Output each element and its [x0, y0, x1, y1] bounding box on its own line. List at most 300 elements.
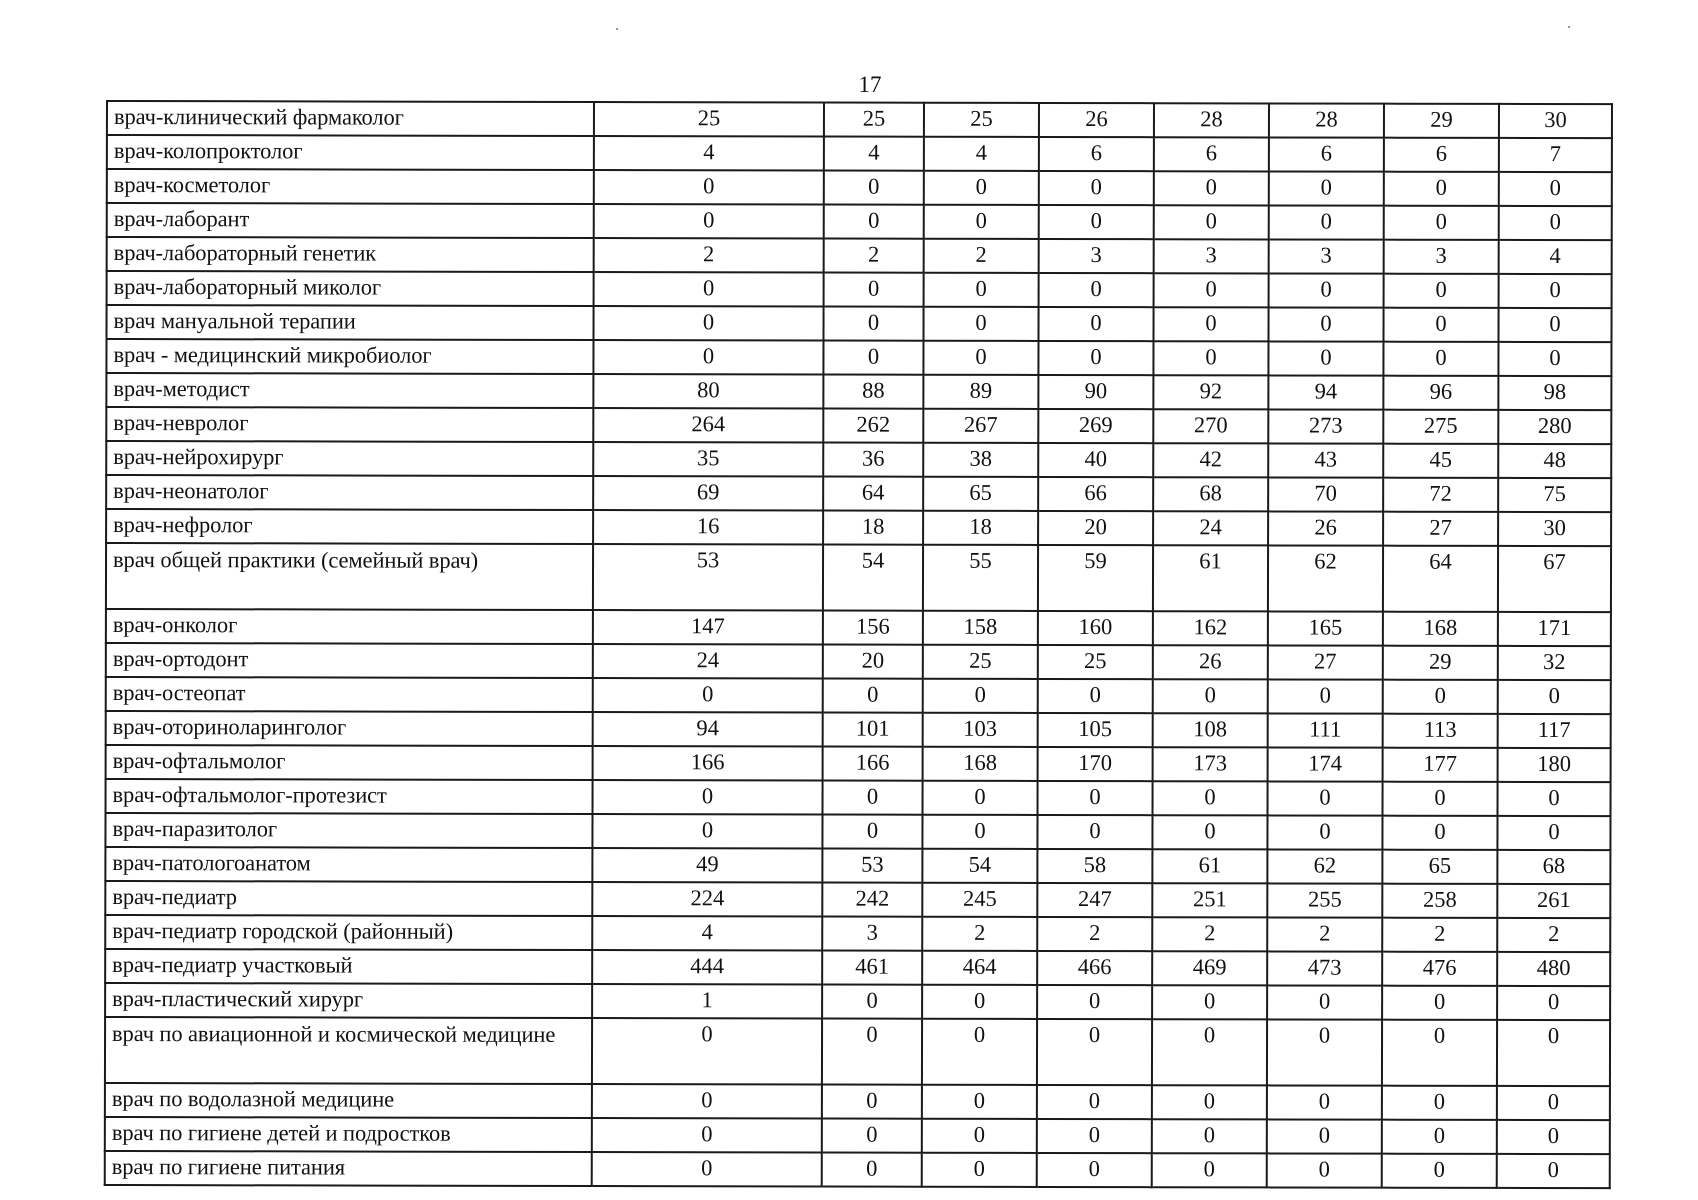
value-cell: 0 [822, 1085, 922, 1119]
value-cell: 0 [1497, 1154, 1610, 1188]
value-cell: 0 [1267, 1019, 1382, 1085]
value-cell: 0 [1039, 273, 1154, 307]
value-cell: 7 [1499, 138, 1612, 172]
value-cell: 4 [924, 137, 1039, 171]
specialty-name: врач по водолазной медицине [105, 1083, 592, 1118]
value-cell: 0 [923, 679, 1038, 713]
value-cell: 0 [1384, 172, 1499, 206]
value-cell: 180 [1498, 748, 1611, 782]
value-cell: 0 [1152, 1085, 1267, 1119]
value-cell: 0 [1497, 816, 1610, 850]
value-cell: 270 [1153, 409, 1268, 443]
value-cell: 166 [823, 747, 923, 781]
value-cell: 0 [1497, 986, 1610, 1020]
value-cell: 0 [1499, 172, 1612, 206]
value-cell: 4 [592, 916, 822, 950]
value-cell: 0 [1268, 781, 1383, 815]
value-cell: 165 [1268, 611, 1383, 645]
value-cell: 0 [1497, 1120, 1610, 1154]
value-cell: 113 [1383, 714, 1498, 748]
value-cell: 98 [1498, 376, 1611, 410]
value-cell: 32 [1498, 646, 1611, 680]
value-cell: 0 [1269, 205, 1384, 239]
value-cell: 0 [1383, 680, 1498, 714]
value-cell: 476 [1382, 952, 1497, 986]
value-cell: 62 [1268, 545, 1383, 611]
value-cell: 0 [823, 307, 923, 341]
value-cell: 0 [1268, 307, 1383, 341]
value-cell: 0 [922, 815, 1037, 849]
value-cell: 3 [1154, 239, 1269, 273]
value-cell: 92 [1153, 375, 1268, 409]
table-body [105, 101, 1612, 1188]
value-cell: 0 [1267, 1119, 1382, 1153]
value-cell: 4 [1499, 240, 1612, 274]
table-row [106, 441, 1611, 478]
value-cell: 247 [1037, 883, 1152, 917]
value-cell: 0 [1267, 815, 1382, 849]
value-cell: 0 [824, 273, 924, 307]
value-cell: 0 [822, 985, 922, 1019]
table-row [106, 609, 1611, 646]
value-cell: 0 [593, 780, 823, 814]
specialty-name: врач-офтальмолог [106, 745, 593, 780]
value-cell: 0 [1268, 679, 1383, 713]
value-cell: 4 [594, 136, 824, 170]
value-cell: 171 [1498, 612, 1611, 646]
specialty-name: врач по гигиене питания [105, 1151, 592, 1186]
value-cell: 62 [1267, 849, 1382, 883]
value-cell: 0 [1269, 171, 1384, 205]
value-cell: 0 [822, 1153, 922, 1187]
specialty-name: врач-лабораторный миколог [107, 271, 594, 306]
value-cell: 0 [594, 170, 824, 204]
specialty-name: врач-педиатр городской (районный) [105, 915, 592, 950]
value-cell: 20 [1038, 511, 1153, 545]
value-cell: 0 [593, 306, 823, 340]
specialty-name: врач-лаборант [107, 203, 594, 238]
value-cell: 0 [822, 1119, 922, 1153]
value-cell: 0 [1152, 1153, 1267, 1187]
specialty-name: врач-педиатр участковый [105, 949, 592, 984]
specialty-name: врач-неонатолог [106, 475, 593, 510]
value-cell: 0 [1037, 815, 1152, 849]
value-cell: 0 [923, 341, 1038, 375]
table-row [107, 271, 1612, 308]
specialty-name: врач-оториноларинголог [106, 711, 593, 746]
table-row [107, 203, 1612, 240]
value-cell: 170 [1038, 747, 1153, 781]
value-cell: 0 [922, 1085, 1037, 1119]
value-cell: 224 [592, 882, 822, 916]
value-cell: 75 [1498, 478, 1611, 512]
value-cell: 2 [922, 917, 1037, 951]
value-cell: 2 [824, 239, 924, 273]
value-cell: 0 [1153, 679, 1268, 713]
value-cell: 0 [1267, 1085, 1382, 1119]
value-cell: 94 [593, 712, 823, 746]
value-cell: 1 [592, 984, 822, 1018]
value-cell: 147 [593, 610, 823, 644]
value-cell: 0 [1268, 341, 1383, 375]
value-cell: 38 [923, 443, 1038, 477]
value-cell: 26 [1268, 511, 1383, 545]
value-cell: 0 [1152, 985, 1267, 1019]
table-row [105, 915, 1610, 952]
value-cell: 0 [922, 1019, 1037, 1085]
value-cell: 0 [823, 679, 923, 713]
value-cell: 0 [1498, 308, 1611, 342]
value-cell: 0 [1037, 1019, 1152, 1085]
value-cell: 0 [1383, 342, 1498, 376]
value-cell: 4 [824, 137, 924, 171]
table-row [107, 135, 1612, 172]
table-row [106, 407, 1611, 444]
value-cell: 16 [593, 510, 823, 544]
specialty-name: врач по гигиене детей и подростков [105, 1117, 592, 1152]
value-cell: 0 [1152, 815, 1267, 849]
value-cell: 473 [1267, 951, 1382, 985]
value-cell: 261 [1497, 884, 1610, 918]
table-row [105, 1151, 1610, 1188]
value-cell: 0 [922, 985, 1037, 1019]
table-row [106, 745, 1611, 782]
specialty-name: врач-паразитолог [105, 813, 592, 848]
specialty-name: врач-лабораторный генетик [107, 237, 594, 272]
value-cell: 0 [1038, 679, 1153, 713]
value-cell: 0 [1037, 1085, 1152, 1119]
value-cell: 67 [1498, 546, 1611, 612]
value-cell: 0 [1382, 986, 1497, 1020]
scan-speck [616, 28, 618, 30]
value-cell: 70 [1268, 477, 1383, 511]
value-cell: 466 [1037, 951, 1152, 985]
value-cell: 168 [923, 747, 1038, 781]
value-cell: 0 [592, 1118, 822, 1152]
value-cell: 0 [924, 171, 1039, 205]
value-cell: 158 [923, 611, 1038, 645]
value-cell: 29 [1384, 104, 1499, 138]
table-row [105, 949, 1610, 986]
value-cell: 25 [1038, 645, 1153, 679]
value-cell: 0 [824, 205, 924, 239]
value-cell: 0 [1037, 1119, 1152, 1153]
value-cell: 0 [822, 1019, 922, 1085]
value-cell: 72 [1383, 478, 1498, 512]
value-cell: 66 [1038, 477, 1153, 511]
table-row [107, 169, 1612, 206]
value-cell: 45 [1383, 444, 1498, 478]
value-cell: 43 [1268, 443, 1383, 477]
value-cell: 6 [1039, 137, 1154, 171]
specialty-name: врач-невролог [106, 407, 593, 442]
value-cell: 0 [1498, 782, 1611, 816]
value-cell: 0 [1153, 341, 1268, 375]
value-cell: 160 [1038, 611, 1153, 645]
value-cell: 24 [593, 644, 823, 678]
value-cell: 173 [1153, 747, 1268, 781]
specialty-name: врач-нефролог [106, 509, 593, 544]
value-cell: 0 [922, 1119, 1037, 1153]
value-cell: 461 [822, 951, 922, 985]
value-cell: 0 [1152, 1119, 1267, 1153]
value-cell: 0 [823, 781, 923, 815]
value-cell: 0 [592, 1018, 822, 1084]
value-cell: 0 [924, 205, 1039, 239]
value-cell: 24 [1153, 511, 1268, 545]
value-cell: 0 [1267, 1153, 1382, 1187]
value-cell: 6 [1269, 137, 1384, 171]
value-cell: 0 [1154, 273, 1269, 307]
value-cell: 258 [1382, 884, 1497, 918]
table-row [106, 509, 1611, 546]
value-cell: 156 [823, 611, 923, 645]
value-cell: 89 [923, 375, 1038, 409]
value-cell: 29 [1383, 646, 1498, 680]
value-cell: 108 [1153, 713, 1268, 747]
value-cell: 6 [1154, 137, 1269, 171]
value-cell: 65 [1382, 850, 1497, 884]
value-cell: 0 [1267, 985, 1382, 1019]
value-cell: 2 [1382, 918, 1497, 952]
value-cell: 80 [593, 374, 823, 408]
value-cell: 0 [1037, 985, 1152, 1019]
value-cell: 0 [1154, 171, 1269, 205]
value-cell: 48 [1498, 444, 1611, 478]
staffing-table [104, 100, 1613, 1189]
value-cell: 54 [823, 545, 923, 611]
value-cell: 117 [1498, 714, 1611, 748]
value-cell: 0 [592, 814, 822, 848]
value-cell: 27 [1268, 645, 1383, 679]
value-cell: 0 [1382, 1020, 1497, 1086]
value-cell: 0 [1038, 341, 1153, 375]
value-cell: 2 [1497, 918, 1610, 952]
specialty-name: врач-нейрохирург [106, 441, 593, 476]
value-cell: 273 [1268, 409, 1383, 443]
value-cell: 162 [1153, 611, 1268, 645]
table-row [106, 475, 1611, 512]
value-cell: 59 [1038, 545, 1153, 611]
value-cell: 0 [923, 781, 1038, 815]
value-cell: 26 [1153, 645, 1268, 679]
value-cell: 3 [1039, 239, 1154, 273]
table-row [107, 101, 1612, 138]
value-cell: 69 [593, 476, 823, 510]
value-cell: 28 [1269, 103, 1384, 137]
table-row [105, 847, 1610, 884]
value-cell: 2 [594, 238, 824, 272]
value-cell: 0 [1037, 1153, 1152, 1187]
value-cell: 111 [1268, 713, 1383, 747]
value-cell: 88 [823, 375, 923, 409]
table-row [107, 237, 1612, 274]
value-cell: 0 [1499, 274, 1612, 308]
value-cell: 105 [1038, 713, 1153, 747]
specialty-name: врач-клинический фармаколог [107, 101, 594, 136]
value-cell: 27 [1383, 512, 1498, 546]
value-cell: 3 [822, 917, 922, 951]
value-cell: 0 [593, 340, 823, 374]
value-cell: 25 [924, 103, 1039, 137]
value-cell: 18 [823, 511, 923, 545]
value-cell: 53 [593, 544, 823, 610]
value-cell: 255 [1267, 883, 1382, 917]
value-cell: 0 [1384, 206, 1499, 240]
value-cell: 40 [1038, 443, 1153, 477]
value-cell: 54 [922, 849, 1037, 883]
value-cell: 0 [922, 1153, 1037, 1187]
value-cell: 245 [922, 883, 1037, 917]
value-cell: 0 [1152, 1019, 1267, 1085]
scan-speck [1568, 26, 1570, 28]
value-cell: 25 [824, 103, 924, 137]
value-cell: 0 [1382, 816, 1497, 850]
value-cell: 94 [1268, 375, 1383, 409]
value-cell: 0 [824, 171, 924, 205]
value-cell: 480 [1497, 952, 1610, 986]
specialty-name: врач мануальной терапии [106, 305, 593, 340]
value-cell: 0 [1039, 171, 1154, 205]
value-cell: 0 [1498, 342, 1611, 376]
value-cell: 2 [1037, 917, 1152, 951]
value-cell: 25 [594, 102, 824, 136]
value-cell: 242 [822, 883, 922, 917]
value-cell: 0 [1382, 1154, 1497, 1188]
value-cell: 2 [1152, 917, 1267, 951]
specialty-name: врач-колопроктолог [107, 135, 594, 170]
table-row [105, 1117, 1610, 1154]
table-row [105, 983, 1610, 1020]
value-cell: 42 [1153, 443, 1268, 477]
value-cell: 464 [922, 951, 1037, 985]
value-cell: 0 [1382, 1086, 1497, 1120]
value-cell: 174 [1268, 747, 1383, 781]
specialty-name: врач-онколог [106, 609, 593, 644]
value-cell: 55 [923, 545, 1038, 611]
value-cell: 0 [594, 272, 824, 306]
value-cell: 280 [1498, 410, 1611, 444]
value-cell: 0 [1154, 205, 1269, 239]
value-cell: 0 [822, 815, 922, 849]
value-cell: 58 [1037, 849, 1152, 883]
value-cell: 0 [1153, 307, 1268, 341]
value-cell: 177 [1383, 748, 1498, 782]
value-cell: 444 [592, 950, 822, 984]
value-cell: 0 [924, 273, 1039, 307]
value-cell: 0 [923, 307, 1038, 341]
table-row [106, 339, 1611, 376]
value-cell: 25 [923, 645, 1038, 679]
value-cell: 65 [923, 477, 1038, 511]
value-cell: 2 [1267, 917, 1382, 951]
value-cell: 18 [923, 511, 1038, 545]
value-cell: 0 [1382, 1120, 1497, 1154]
value-cell: 61 [1153, 545, 1268, 611]
specialty-name: врач-педиатр [105, 881, 592, 916]
table-row [105, 1083, 1610, 1120]
value-cell: 36 [823, 443, 923, 477]
value-cell: 20 [823, 645, 923, 679]
value-cell: 2 [924, 239, 1039, 273]
value-cell: 168 [1383, 612, 1498, 646]
value-cell: 262 [823, 409, 923, 443]
value-cell: 275 [1383, 410, 1498, 444]
value-cell: 0 [1497, 1086, 1610, 1120]
value-cell: 0 [593, 678, 823, 712]
specialty-name: врач по авиационной и космической медицине [105, 1017, 592, 1084]
value-cell: 0 [1384, 274, 1499, 308]
specialty-name: врач-патологоанатом [105, 847, 592, 882]
value-cell: 0 [1383, 308, 1498, 342]
value-cell: 53 [822, 849, 922, 883]
value-cell: 30 [1499, 104, 1612, 138]
value-cell: 101 [823, 713, 923, 747]
value-cell: 0 [823, 341, 923, 375]
value-cell: 103 [923, 713, 1038, 747]
table-row [106, 643, 1611, 680]
value-cell: 64 [1383, 546, 1498, 612]
specialty-name: врач - медицинский микробиолог [106, 339, 593, 374]
value-cell: 28 [1154, 103, 1269, 137]
value-cell: 49 [592, 848, 822, 882]
value-cell: 30 [1498, 512, 1611, 546]
value-cell: 0 [594, 204, 824, 238]
value-cell: 61 [1152, 849, 1267, 883]
value-cell: 469 [1152, 951, 1267, 985]
value-cell: 3 [1269, 239, 1384, 273]
value-cell: 90 [1038, 375, 1153, 409]
page-number: 17 [858, 72, 882, 97]
table-row [106, 677, 1611, 714]
specialty-name: врач-пластический хирург [105, 983, 592, 1018]
table-row [106, 543, 1611, 612]
value-cell: 0 [1383, 782, 1498, 816]
table-row [106, 711, 1611, 748]
value-cell: 0 [1038, 781, 1153, 815]
value-cell: 68 [1497, 850, 1610, 884]
specialty-name: врач общей практики (семейный врач) [106, 543, 593, 610]
table-row [106, 305, 1611, 342]
specialty-name: врач-косметолог [107, 169, 594, 204]
value-cell: 6 [1384, 138, 1499, 172]
specialty-name: врач-остеопат [106, 677, 593, 712]
value-cell: 35 [593, 442, 823, 476]
value-cell: 251 [1152, 883, 1267, 917]
specialty-name: врач-офтальмолог-протезист [106, 779, 593, 814]
table-row [105, 881, 1610, 918]
value-cell: 264 [593, 408, 823, 442]
value-cell: 267 [923, 409, 1038, 443]
value-cell: 0 [1153, 781, 1268, 815]
value-cell: 269 [1038, 409, 1153, 443]
specialty-name: врач-ортодонт [106, 643, 593, 678]
value-cell: 0 [1039, 205, 1154, 239]
specialty-name: врач-методист [106, 373, 593, 408]
value-cell: 68 [1153, 477, 1268, 511]
value-cell: 0 [1498, 680, 1611, 714]
value-cell: 3 [1384, 240, 1499, 274]
table-row [106, 373, 1611, 410]
value-cell: 26 [1039, 103, 1154, 137]
value-cell: 166 [593, 746, 823, 780]
value-cell: 0 [592, 1152, 822, 1186]
value-cell: 0 [592, 1084, 822, 1118]
table-row [106, 779, 1611, 816]
value-cell: 96 [1383, 376, 1498, 410]
table-row [105, 1017, 1610, 1086]
value-cell: 0 [1499, 206, 1612, 240]
